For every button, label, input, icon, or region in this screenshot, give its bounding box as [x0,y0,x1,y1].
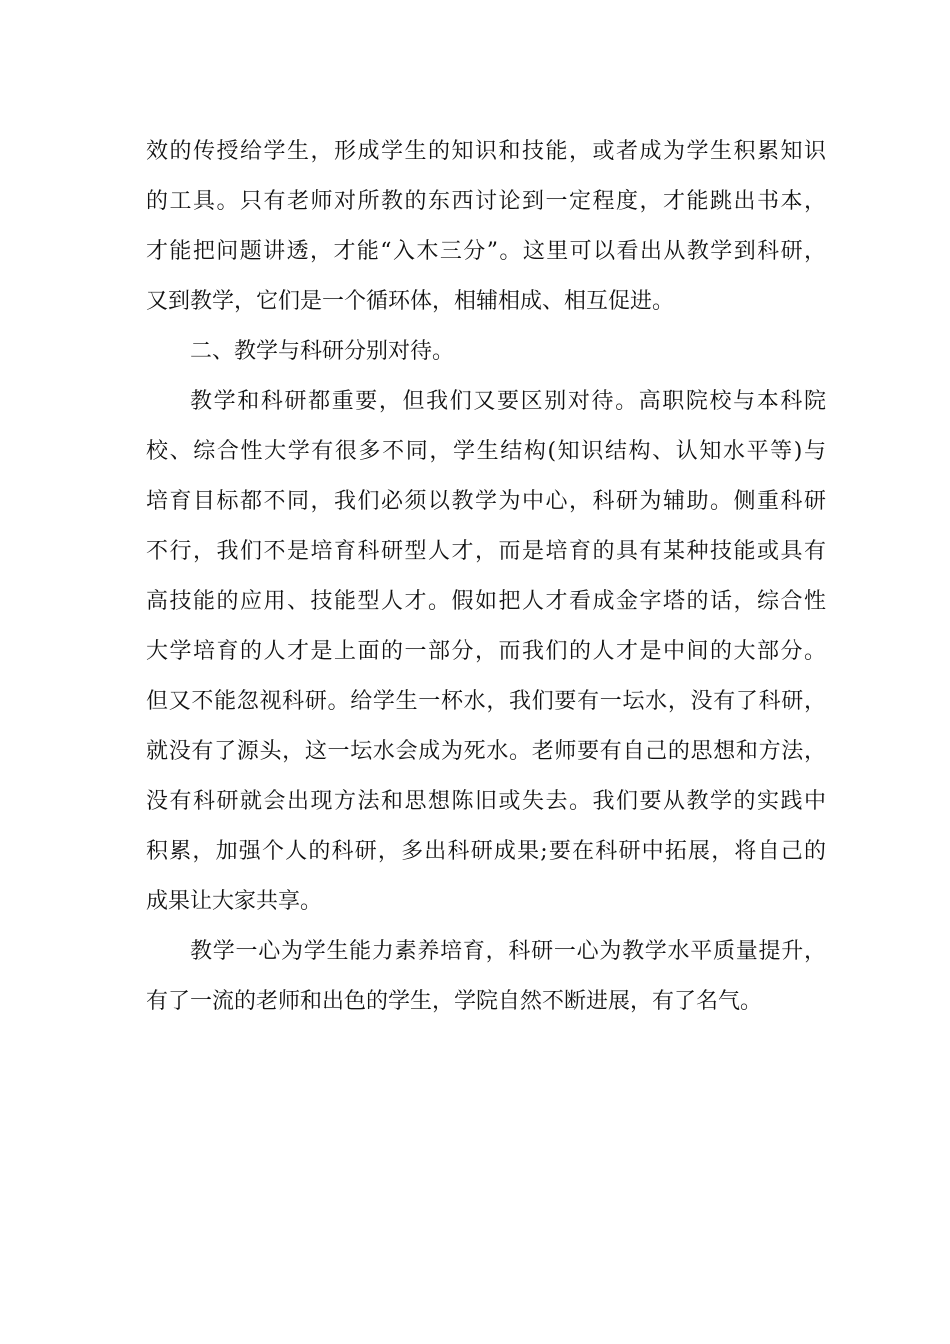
paragraph-2-line-1: 教学和科研都重要，但我们又要区别对待。高职院校与本科院 [190,389,826,414]
paragraph-2-line-10: 积累，加强个人的科研，多出科研成果;要在科研中拓展，将自己的 [146,839,826,864]
paragraph-1-line-2: 的工具。只有老师对所教的东西讨论到一定程度，才能跳出书本， [146,189,826,214]
paragraph-1-line-4: 又到教学，它们是一个循环体，相辅相成、相互促进。 [146,289,675,314]
paragraph-2-line-6: 大学培育的人才是上面的一部分，而我们的人才是中间的大部分。 [146,639,826,664]
paragraph-2-line-7: 但又不能忽视科研。给学生一杯水，我们要有一坛水，没有了科研， [146,689,826,714]
paragraph-2-line-2: 校、综合性大学有很多不同，学生结构(知识结构、认知水平等)与 [146,439,826,464]
paragraph-2-line-5: 高技能的应用、技能型人才。假如把人才看成金字塔的话，综合性 [146,589,826,614]
paragraph-2-line-3: 培育目标都不同，我们必须以教学为中心，科研为辅助。侧重科研 [146,489,826,514]
paragraph-1-line-3: 才能把问题讲透，才能“入木三分”。这里可以看出从教学到科研， [146,239,826,264]
paragraph-2-line-4: 不行，我们不是培育科研型人才，而是培育的具有某种技能或具有 [146,539,826,564]
paragraph-2-line-11: 成果让大家共享。 [146,889,323,914]
paragraph-2-line-9: 没有科研就会出现方法和思想陈旧或失去。我们要从教学的实践中 [146,789,826,814]
paragraph-3-line-2: 有了一流的老师和出色的学生，学院自然不断进展，有了名气。 [146,989,763,1014]
paragraph-1-line-1: 效的传授给学生，形成学生的知识和技能，或者成为学生积累知识 [146,139,826,164]
paragraph-2-line-8: 就没有了源头，这一坛水会成为死水。老师要有自己的思想和方法， [146,739,826,764]
paragraph-3-line-1: 教学一心为学生能力素养培育，科研一心为教学水平质量提升， [190,939,826,964]
section-heading-2: 二、教学与科研分别对待。 [190,339,455,364]
